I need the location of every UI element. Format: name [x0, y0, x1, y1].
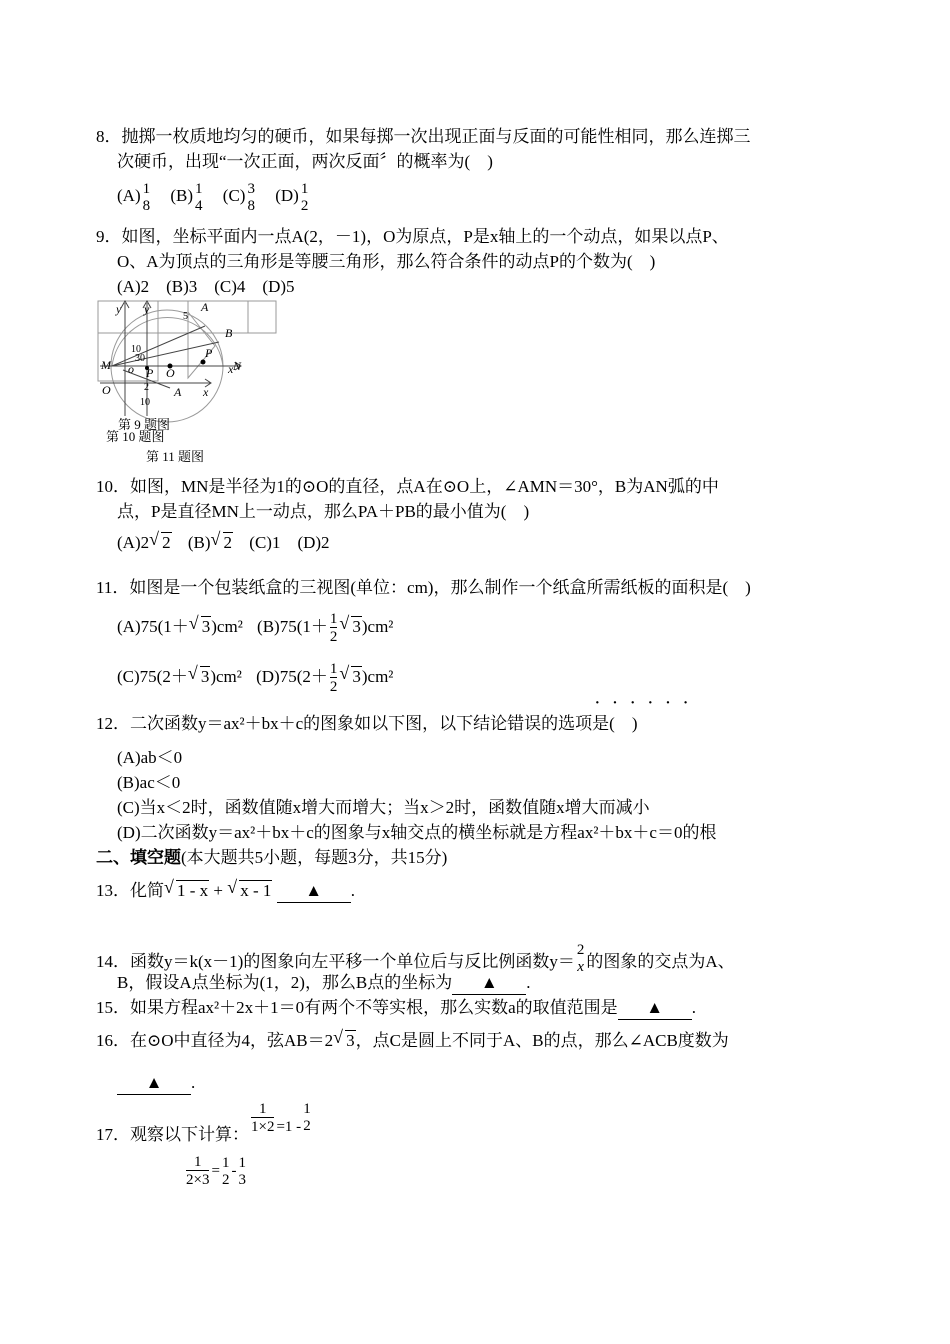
sqrt-sign — [227, 880, 272, 902]
q8-a-num: 1 — [142, 180, 151, 197]
q12-option-d: (D)二次函数y＝ax²＋bx＋c的图象与x轴交点的横坐标就是方程ax²＋bx＋c＝0的根 — [117, 823, 717, 842]
q17-prefix: 17．观察以下计算： — [96, 1125, 249, 1144]
q11-c-prefix: (C)75(2＋ — [117, 667, 188, 686]
q17-f2-a-den: 2 — [221, 1171, 230, 1188]
q11-options-ab — [117, 608, 393, 646]
q12-option-c: (C)当x＜2时，函数值随x增大而增大；当x＞2时，函数值随x增大而减小 — [117, 798, 650, 817]
sqrt-sign — [333, 1030, 356, 1052]
q13-plus: + — [213, 881, 224, 900]
q13-radicand-2: x - 1 — [240, 881, 272, 900]
fig-label-y2: y — [144, 302, 150, 316]
q8-b-den: 4 — [195, 197, 203, 214]
q11-c-radicand: 3 — [200, 667, 210, 686]
fig-label-m: M — [101, 358, 111, 372]
q11-line1: 11．如图是一个包装纸盒的三视图(单位：cm)，那么制作一个纸盒所需纸板的面积是( ) — [96, 578, 751, 597]
q12-option-a: (A)ab＜0 — [117, 748, 183, 767]
q11-b-prefix: (B)75(1＋ — [257, 617, 328, 636]
sqrt-sign — [339, 608, 362, 646]
fig-label-o1: o — [128, 362, 134, 376]
q11-b-num: 1 — [329, 611, 338, 628]
q17-f2-eq: = — [211, 1163, 220, 1179]
q14-line2 — [117, 972, 531, 995]
q17-f1-r-num: 1 — [303, 1101, 311, 1117]
fig-label-o2: O — [166, 366, 175, 380]
q13-radicand-1: 1 - x — [177, 881, 209, 900]
section-title: 二、填空题 — [96, 848, 181, 867]
q10-line1: 10．如图，MN是半径为1的⊙O的直径，点A在⊙O上，∠AMN＝30°，B为AN弧的中 — [96, 477, 719, 496]
q8-c-num: 3 — [247, 180, 255, 197]
fig-label-x1: x — [228, 362, 234, 376]
fig-label-p-top: P — [205, 346, 213, 360]
q17-f2-minus: - — [231, 1163, 237, 1179]
q11-a-prefix: (A)75(1＋ — [117, 617, 189, 636]
q14-line2-prefix: B，假设A点坐标为(1，2)，那么B点的坐标为 — [117, 973, 453, 992]
q17-f2-b-num: 1 — [238, 1154, 246, 1171]
q17-f2-num: 1 — [193, 1154, 202, 1171]
q15-answer-blank[interactable]: ▲ — [618, 997, 692, 1020]
q11-d-suffix: )cm² — [361, 667, 394, 686]
section-desc: (本大题共5小题，每题3分，共15分) — [181, 848, 448, 867]
q10-options — [117, 532, 330, 554]
sqrt-sign — [164, 880, 209, 902]
q14-frac-num: 2 — [576, 942, 585, 958]
q12-option-b: (B)ac＜0 — [117, 773, 181, 792]
q8-options — [117, 178, 310, 214]
q11-a-radicand: 3 — [201, 617, 211, 636]
sqrt-sign — [189, 608, 212, 646]
q10-options-cd: (C)1 (D)2 — [249, 533, 330, 552]
fig-label-10: 10 — [131, 344, 141, 355]
caption-fig-11: 第 11 题图 — [146, 449, 205, 464]
q13-prefix: 13．化简 — [96, 881, 164, 900]
q9-line2: O、A为顶点的三角形是等腰三角形，那么符合条件的动点P的个数为( ) — [117, 252, 656, 271]
q17-line2 — [184, 1152, 248, 1189]
q14-line1 — [96, 942, 735, 975]
q16-end: . — [191, 1073, 196, 1092]
q8-line1: 8．抛掷一枚质地均匀的硬币，如果每掷一次出现正面与反面的可能性相同，那么连掷三 — [96, 127, 751, 146]
q17-f2-den: 2×3 — [186, 1172, 210, 1189]
sqrt-sign — [188, 658, 211, 696]
q8-line2: 次硬币，出现“一次正面，两次反面〞的概率为( ) — [117, 152, 493, 171]
q11-d-num: 1 — [329, 661, 338, 678]
q8-option-c: (C) — [222, 186, 246, 205]
emphasis-dots: ······ — [594, 692, 700, 714]
q13-end: . — [350, 881, 355, 900]
q8-d-den: 2 — [300, 197, 309, 214]
fig-label-30: 30 — [135, 353, 145, 364]
q14-answer-blank[interactable]: ▲ — [452, 972, 526, 995]
fig-label-b: B — [225, 326, 233, 340]
q15-end: . — [691, 998, 696, 1017]
q17-f2-a-num: 1 — [221, 1154, 230, 1171]
q11-d-den: 2 — [329, 679, 338, 696]
q11-d-radicand: 3 — [352, 667, 361, 686]
q17-f1-mid: =1 - — [276, 1119, 302, 1135]
sqrt-sign — [339, 658, 362, 696]
q17-f2-b-den: 3 — [238, 1171, 246, 1188]
q9-options: (A)2 (B)3 (C)4 (D)5 — [117, 277, 295, 296]
section-heading — [96, 847, 447, 869]
q13-answer-blank[interactable]: ▲ — [277, 880, 351, 903]
fig-label-p: P — [146, 366, 154, 380]
view-rect-4 — [248, 301, 276, 333]
caption-fig-9: 第 9 题图 — [118, 417, 171, 432]
q8-option-a: (A) — [117, 186, 141, 205]
fig-label-n: N — [233, 359, 242, 373]
q14-frac-den: x — [577, 959, 584, 975]
q9-line1: 9．如图，坐标平面内一点A(2，－1)，O为原点，P是x轴上的一个动点，如果以点P、 — [96, 227, 729, 246]
q15-line — [96, 997, 696, 1020]
q17-line1 — [96, 1101, 313, 1155]
q10-option-b: (B) — [187, 533, 211, 552]
q13-line — [96, 880, 355, 903]
fig-label-5: 5 — [183, 311, 188, 322]
q16-prefix: 16．在⊙O中直径为4，弦AB＝2 — [96, 1031, 334, 1050]
fig-label-10b: 10 — [140, 397, 150, 408]
q14-end: . — [526, 973, 531, 992]
q17-f1-r-den: 2 — [303, 1118, 311, 1134]
q16-radicand: 3 — [346, 1031, 355, 1050]
q10-line2: 点，P是直径MN上一动点，那么PA＋PB的最小值为( ) — [117, 502, 530, 521]
q8-b-num: 1 — [195, 180, 203, 197]
q11-d-prefix: (D)75(2＋ — [256, 667, 328, 686]
q10-option-a: (A)2 — [117, 533, 150, 552]
q16-answer-blank[interactable]: ▲ — [117, 1072, 191, 1095]
caption-fig-10: 第 10 题图 — [106, 429, 165, 444]
q11-a-suffix: )cm² — [211, 617, 243, 636]
q10-a-radicand: 2 — [162, 533, 171, 552]
q11-b-suffix: )cm² — [361, 617, 394, 636]
view-rect-3 — [188, 301, 248, 333]
sqrt-sign — [211, 532, 234, 554]
q16-suffix: ，点C是圆上不同于A、B的点，那么∠ACB度数为 — [355, 1031, 729, 1050]
q8-a-den: 8 — [142, 197, 151, 214]
q11-c-suffix: )cm² — [210, 667, 242, 686]
fig-label-a: A — [174, 385, 182, 399]
q8-option-b: (B) — [170, 186, 194, 205]
q8-c-den: 8 — [247, 197, 255, 214]
fig-label-2: 2 — [144, 382, 149, 393]
q11-b-radicand: 3 — [352, 617, 361, 636]
q8-option-d: (D) — [275, 186, 299, 205]
q15-prefix: 15．如果方程ax²＋2x＋1＝0有两个不等实根，那么实数a的取值范围是 — [96, 998, 618, 1017]
sqrt-sign — [149, 532, 172, 554]
q14-line1-prefix: 14．函数y＝k(x－1)的图象向左平移一个单位后与反比例函数y＝ — [96, 952, 575, 971]
q11-b-den: 2 — [329, 629, 338, 646]
q17-f1-num: 1 — [258, 1101, 267, 1117]
q17-f1-den: 1×2 — [251, 1119, 275, 1135]
fig-label-x2: x — [203, 385, 209, 399]
q10-b-radicand: 2 — [223, 533, 233, 552]
fig-label-o3: O — [102, 383, 111, 397]
q16-line2 — [117, 1072, 195, 1095]
fig-label-a-top: A — [201, 300, 209, 314]
q12-line1: 12．二次函数y＝ax²＋bx＋c的图象如以下图，以下结论错误的选项是( ) — [96, 714, 638, 733]
q14-line1-suffix: 的图象的交点为A、 — [586, 952, 735, 971]
q8-d-num: 1 — [300, 180, 309, 197]
q16-line1 — [96, 1030, 729, 1052]
q11-options-cd — [117, 658, 393, 696]
fig-label-y1: y — [116, 302, 122, 316]
